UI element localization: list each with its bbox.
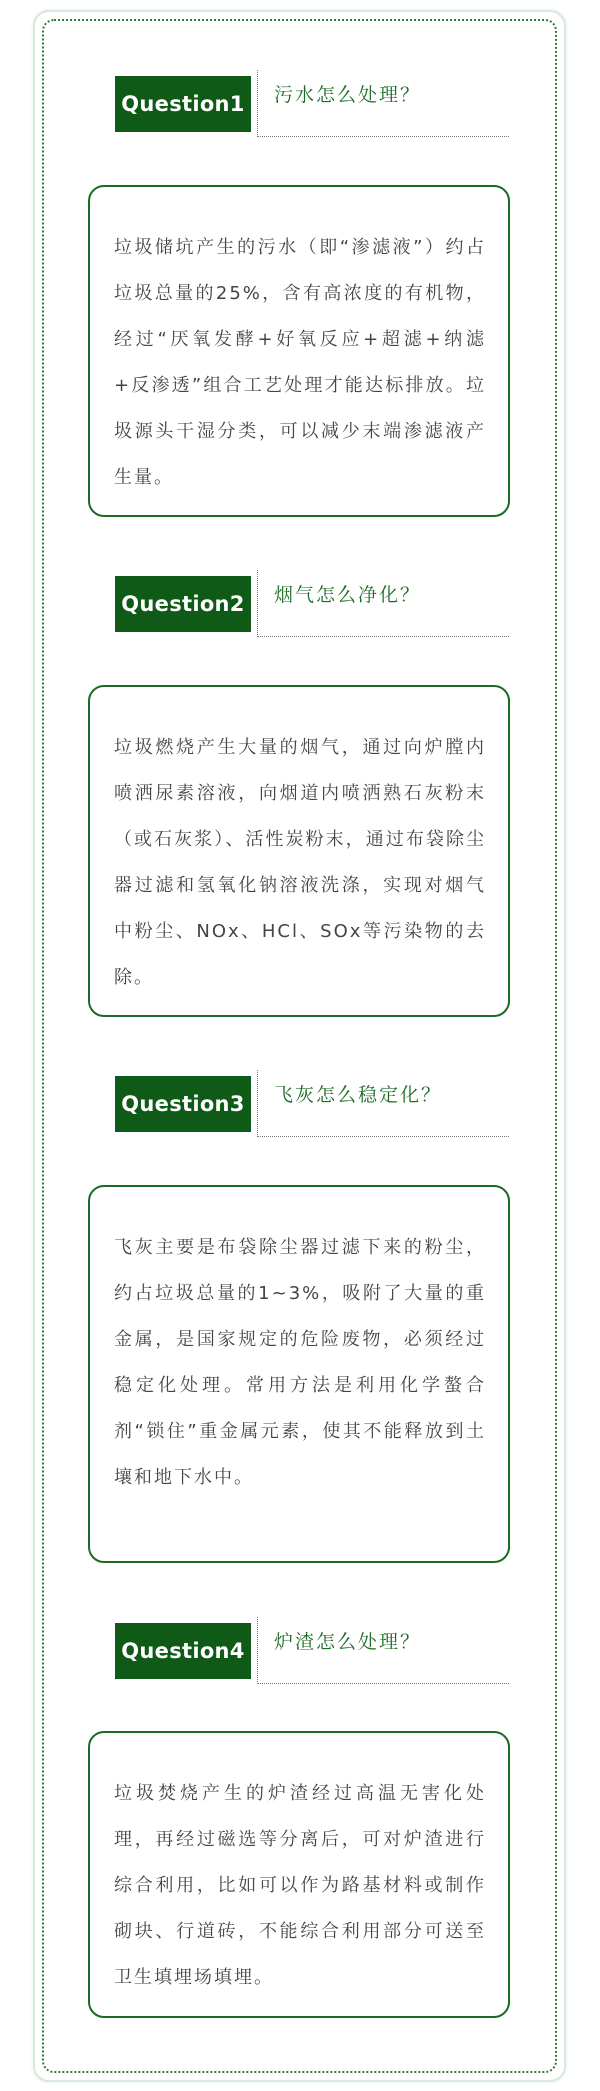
question-header-4 (115, 1617, 510, 1682)
answer-text: 飞灰主要是布袋除尘器过滤下来的粉尘，约占垃圾总量的1~3%，吸附了大量的重金属，是国家规定的危险废物，必须经过稳定化处理。常用方法是利用化学螯合剂“锁住”重金属元素，使其不能释放到土壤和地下水中。 (114, 1237, 486, 1488)
answer-box-1 (88, 185, 510, 517)
question-header-1 (115, 70, 510, 135)
dotted-underline (257, 1136, 509, 1137)
question-title: 炉渣怎么处理？ (274, 1631, 422, 1653)
answer-text: 垃圾焚烧产生的炉渣经过高温无害化处理，再经过磁选等分离后，可对炉渣进行综合利用，比如可以作为路基材料或制作砌块、行道砖，不能综合利用部分可送至卫生填埋场填埋。 (114, 1783, 486, 1988)
answer-text: 垃圾储坑产生的污水（即“渗滤液”）约占垃圾总量的25%，含有高浓度的有机物，经过“厌氧发酵+好氧反应+超滤+纳滤+反渗透”组合工艺处理才能达标排放。垃圾源头干湿分类，可以减少末端渗滤液产生量。 (114, 237, 486, 488)
question-badge: Question1 (115, 76, 251, 132)
question-title: 飞灰怎么稳定化？ (274, 1084, 443, 1106)
answer-box-3 (88, 1185, 510, 1563)
question-badge: Question4 (115, 1623, 251, 1679)
question-title: 烟气怎么净化？ (274, 584, 422, 606)
dotted-divider (257, 70, 258, 137)
question-title: 污水怎么处理？ (274, 84, 422, 106)
dotted-underline (257, 1683, 509, 1684)
dotted-divider (257, 570, 258, 637)
dotted-underline (257, 636, 509, 637)
question-badge: Question2 (115, 576, 251, 632)
dotted-divider (257, 1617, 258, 1684)
answer-box-2 (88, 685, 510, 1017)
answer-box-4 (88, 1731, 510, 2018)
question-header-3 (115, 1070, 510, 1135)
question-header-2 (115, 570, 510, 635)
question-badge: Question3 (115, 1076, 251, 1132)
dotted-divider (257, 1070, 258, 1137)
answer-text: 垃圾燃烧产生大量的烟气，通过向炉膛内喷洒尿素溶液，向烟道内喷洒熟石灰粉末（或石灰浆）、活性炭粉末，通过布袋除尘器过滤和氢氧化钠溶液洗涤，实现对烟气中粉尘、NOx、HCl、SOx等污染物的去除。 (114, 737, 486, 988)
dotted-underline (257, 136, 509, 137)
